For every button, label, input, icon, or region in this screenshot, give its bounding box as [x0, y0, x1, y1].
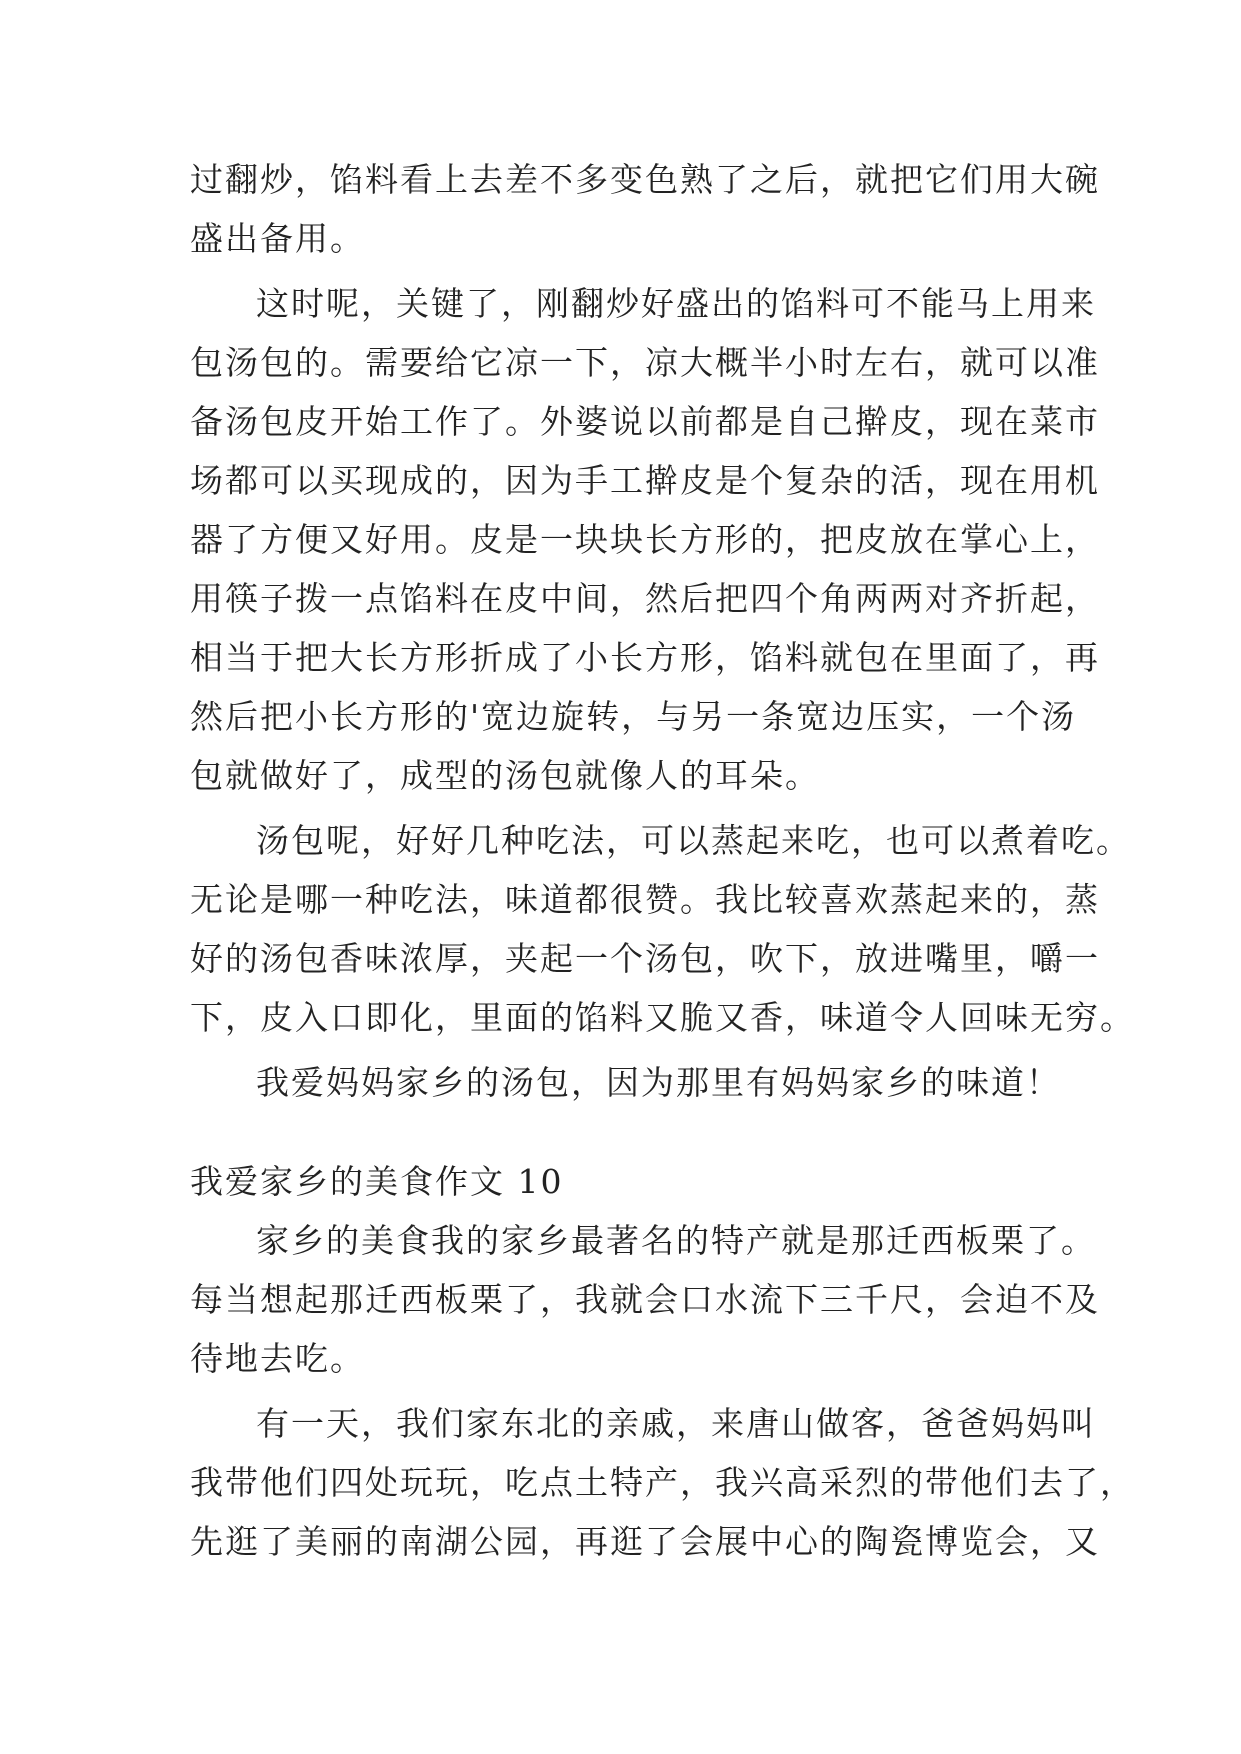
text-line: 包就做好了，成型的汤包就像人的耳朵。	[190, 756, 820, 795]
text-line: 有一天，我们家东北的亲戚，来唐山做客，爸爸妈妈叫	[256, 1404, 1096, 1443]
text-line: 备汤包皮开始工作了。外婆说以前都是自己擀皮，现在菜市	[190, 402, 1100, 441]
text-line: 包汤包的。需要给它凉一下，凉大概半小时左右，就可以准	[190, 343, 1100, 382]
essay-section-chestnuts	[190, 1211, 1135, 1571]
text-line: 过翻炒，馅料看上去差不多变色熟了之后，就把它们用大碗	[190, 160, 1100, 199]
text-line: 盛出备用。	[190, 219, 365, 258]
text-line: 待地去吃。	[190, 1339, 365, 1378]
text-line: 我带他们四处玩玩，吃点土特产，我兴高采烈的带他们去了，	[190, 1463, 1135, 1502]
text-line: 下，皮入口即化，里面的馅料又脆又香，味道令人回味无穷。	[190, 998, 1135, 1037]
text-line: 这时呢，关键了，刚翻炒好盛出的馅料可不能马上用来	[256, 284, 1096, 323]
article-body	[190, 150, 1135, 1571]
text-line: 汤包呢，好好几种吃法，可以蒸起来吃，也可以煮着吃。	[256, 821, 1131, 860]
text-line: 家乡的美食我的家乡最著名的特产就是那迁西板栗了。	[256, 1221, 1096, 1260]
text-line: 无论是哪一种吃法，味道都很赞。我比较喜欢蒸起来的，蒸	[190, 880, 1100, 919]
text-line: 然后把小长方形的'宽边旋转，与另一条宽边压实，一个汤	[190, 697, 1077, 736]
text-line: 我爱妈妈家乡的汤包，因为那里有妈妈家乡的味道！	[256, 1063, 1061, 1102]
text-line: 每当想起那迁西板栗了，我就会口水流下三千尺，会迫不及	[190, 1280, 1100, 1319]
text-line: 用筷子拨一点馅料在皮中间，然后把四个角两两对齐折起，	[190, 579, 1100, 618]
text-line: 相当于把大长方形折成了小长方形，馅料就包在里面了，再	[190, 638, 1100, 677]
text-line: 先逛了美丽的南湖公园，再逛了会展中心的陶瓷博览会，又	[190, 1522, 1100, 1561]
text-line: 场都可以买现成的，因为手工擀皮是个复杂的活，现在用机	[190, 461, 1100, 500]
essay-heading: 我爱家乡的美食作文 10	[190, 1162, 564, 1201]
text-line: 好的汤包香味浓厚，夹起一个汤包，吹下，放进嘴里，嚼一	[190, 939, 1100, 978]
essay-section-soup-dumplings	[190, 150, 1135, 1112]
text-line: 器了方便又好用。皮是一块块长方形的，把皮放在掌心上，	[190, 520, 1100, 559]
